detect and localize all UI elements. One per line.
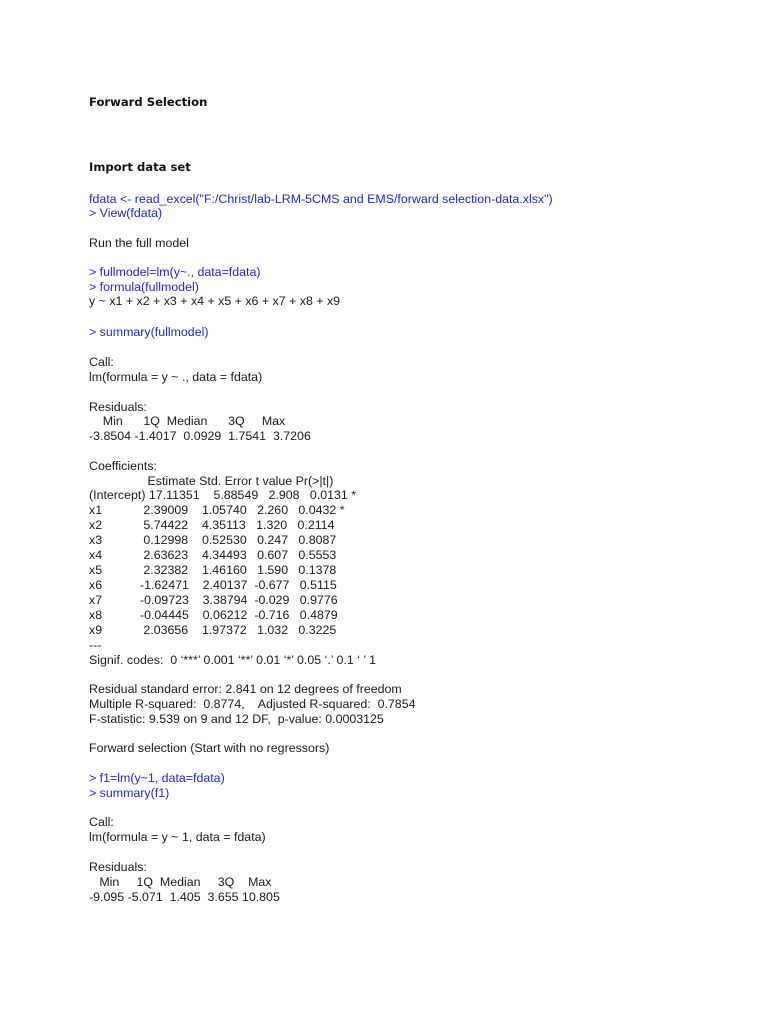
output-coefficients-label: Coefficients: xyxy=(89,459,157,473)
code-line-view: > View(fdata) xyxy=(89,206,163,220)
output-call-label-f1: Call: xyxy=(89,815,114,829)
code-line-f1: > f1=lm(y~1, data=fdata) xyxy=(89,771,225,785)
output-coefficients-header: Estimate Std. Error t value Pr(>|t|) xyxy=(89,474,334,488)
coef-row-x6: x6 -1.62471 2.40137 -0.677 0.5115 xyxy=(89,578,337,592)
coef-row-x7: x7 -0.09723 3.38794 -0.029 0.9776 xyxy=(89,593,338,607)
coef-row-x9: x9 2.03656 1.97372 1.032 0.3225 xyxy=(89,623,337,637)
code-line-summary-fullmodel: > summary(fullmodel) xyxy=(89,325,209,339)
coef-row-intercept: (Intercept) 17.11351 5.88549 2.908 0.0131 * xyxy=(89,488,357,502)
coef-row-x3: x3 0.12998 0.52530 0.247 0.8087 xyxy=(89,533,337,547)
output-f-statistic: F-statistic: 9.539 on 9 and 12 DF, p-value: 0.0003125 xyxy=(89,712,384,726)
output-formula: y ~ x1 + x2 + x3 + x4 + x5 + x6 + x7 + x8 + x9 xyxy=(89,294,341,308)
code-line-formula: > formula(fullmodel) xyxy=(89,280,199,294)
coef-row-x8: x8 -0.04445 0.06212 -0.716 0.4879 xyxy=(89,608,338,622)
output-residuals-label-f1: Residuals: xyxy=(89,860,147,874)
code-line-summary-f1: > summary(f1) xyxy=(89,786,170,800)
output-residual-std-error: Residual standard error: 2.841 on 12 degrees of freedom xyxy=(89,682,402,696)
section-heading-import-data-set: Import data set xyxy=(89,160,191,174)
output-residuals-header: Min 1Q Median 3Q Max xyxy=(89,414,286,428)
coef-row-x1: x1 2.39009 1.05740 2.260 0.0432 * xyxy=(89,503,345,517)
output-r-squared: Multiple R-squared: 0.8774, Adjusted R-squared: 0.7854 xyxy=(89,697,416,711)
code-line-fullmodel: > fullmodel=lm(y~., data=fdata) xyxy=(89,265,261,279)
output-residuals-values: -3.8504 -1.4017 0.0929 1.7541 3.7206 xyxy=(89,429,311,443)
output-residuals-label: Residuals: xyxy=(89,400,147,414)
text-run-full-model: Run the full model xyxy=(89,236,189,250)
output-call-f1: lm(formula = y ~ 1, data = fdata) xyxy=(89,830,266,844)
output-signif-codes: Signif. codes: 0 ‘***’ 0.001 ‘**’ 0.01 ‘*’ 0.05 ‘.’ 0.1 ‘ ’ 1 xyxy=(89,653,376,667)
coef-row-x4: x4 2.63623 4.34493 0.607 0.5553 xyxy=(89,548,337,562)
coef-row-x2: x2 5.74422 4.35113 1.320 0.2114 xyxy=(89,518,335,532)
output-call-label: Call: xyxy=(89,355,114,369)
output-residuals-values-f1: -9.095 -5.071 1.405 3.655 10.805 xyxy=(89,890,280,904)
text-forward-selection-start: Forward selection (Start with no regressors) xyxy=(89,741,330,755)
output-residuals-header-f1: Min 1Q Median 3Q Max xyxy=(89,875,272,889)
output-separator: --- xyxy=(89,638,102,652)
code-line-read-excel: fdata <- read_excel("F:/Christ/lab-LRM-5CMS and EMS/forward selection-data.xlsx") xyxy=(89,192,553,206)
coef-row-x5: x5 2.32382 1.46160 1.590 0.1378 xyxy=(89,563,337,577)
section-heading-forward-selection: Forward Selection xyxy=(89,95,208,109)
output-call: lm(formula = y ~ ., data = fdata) xyxy=(89,370,263,384)
